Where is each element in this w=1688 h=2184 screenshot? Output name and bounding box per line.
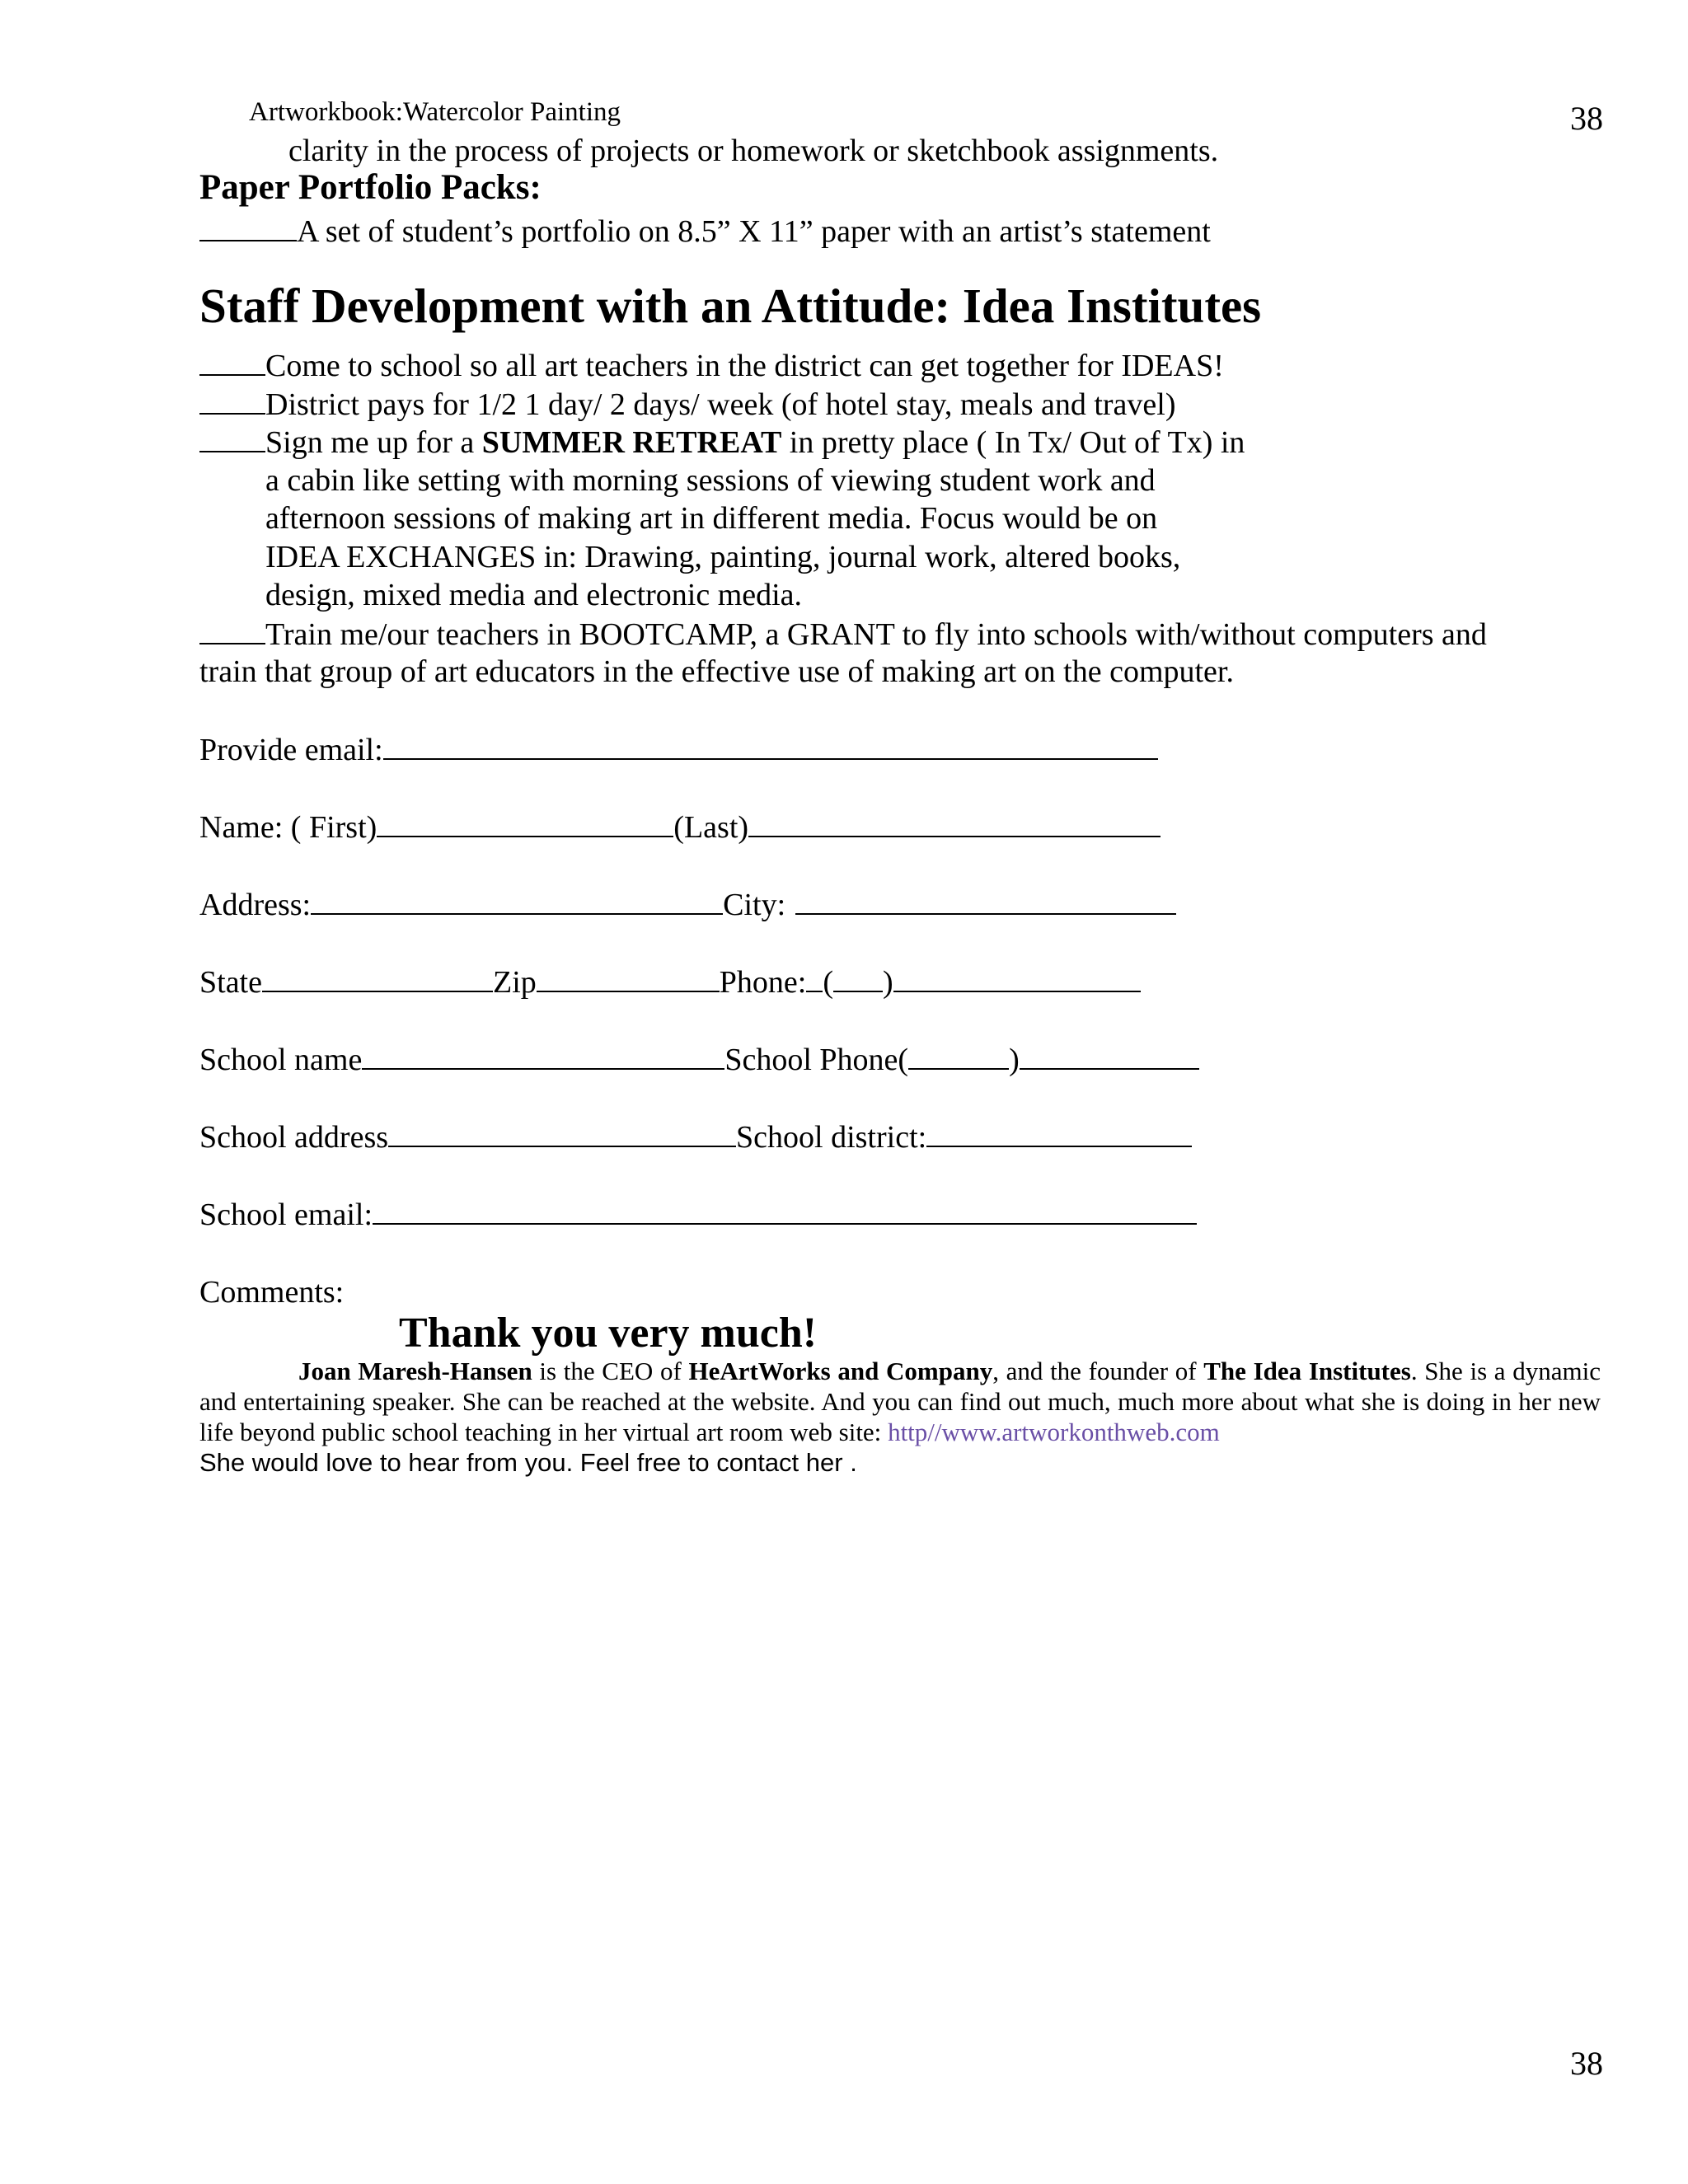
phone-paren-close: ): [882, 965, 893, 1000]
zip-label: Zip: [492, 965, 537, 1000]
checkbox-blank[interactable]: [199, 385, 265, 415]
first-name-field[interactable]: [377, 811, 673, 837]
school-address-field[interactable]: [388, 1121, 736, 1147]
staff-option-continuation: design, mixed media and electronic media.: [265, 578, 803, 612]
author-name: Joan Maresh-Hansen: [298, 1357, 532, 1385]
city-label: City:: [723, 888, 786, 922]
page-number-top: 38: [1570, 100, 1603, 137]
comments-row: [199, 1274, 344, 1310]
portfolio-item-text: A set of student’s portfolio on 8.5” X 11” paper with an artist’s statement: [297, 214, 1211, 249]
first-name-label: Name: ( First): [199, 810, 377, 845]
state-field[interactable]: [262, 966, 493, 992]
staff-development-heading: Staff Development with an Attitude: Idea Institutes: [199, 279, 1262, 333]
staff-option-text: Come to school so all art teachers in the district can get together for IDEAS!: [265, 349, 1224, 383]
portfolio-heading: Paper Portfolio Packs:: [199, 168, 542, 207]
continued-text-line: clarity in the process of projects or homework or sketchbook assignments.: [288, 134, 1219, 168]
staff-option: [199, 615, 1487, 654]
staff-option-text: Sign me up for a: [265, 425, 482, 460]
school-phone-field[interactable]: [1020, 1043, 1199, 1070]
bio-text: . She is a dynamic and entertaining speaker. She can be reached at the website. And you can find out much, much more about what she is doing in her new life beyond public school teaching in her virtual art room web site:: [199, 1357, 1601, 1446]
staff-option-continuation: a cabin like setting with morning sessions of viewing student work and: [265, 462, 1156, 498]
last-name-label: (Last): [673, 810, 749, 845]
contact-closing: She would love to hear from you. Feel free to contact her .: [199, 1448, 857, 1477]
school-name-field[interactable]: [362, 1043, 724, 1070]
checkbox-blank[interactable]: [199, 615, 265, 644]
email-row: [199, 732, 1158, 768]
phone-number-field[interactable]: [893, 966, 1141, 992]
phone-label: Phone:: [719, 965, 807, 1000]
state-label: State: [199, 965, 262, 1000]
address-row: [199, 887, 1176, 923]
summer-retreat-emphasis: SUMMER RETREAT: [481, 425, 782, 460]
school-address-row: [199, 1119, 1192, 1155]
comments-label: Comments:: [199, 1275, 345, 1310]
staff-option-text: in pretty place ( In Tx/ Out of Tx) in: [781, 425, 1245, 460]
checkbox-blank[interactable]: [199, 423, 265, 452]
school-phone-label: School Phone(: [724, 1043, 909, 1077]
school-phone-paren-close: ): [1009, 1043, 1020, 1077]
institutes-name: The Idea Institutes: [1203, 1357, 1411, 1385]
staff-option-continuation: train that group of art educators in the effective use of making art on the computer.: [199, 654, 1234, 689]
staff-option: [199, 385, 1487, 424]
author-bio: [199, 1356, 1601, 1447]
staff-option: [199, 346, 1487, 385]
address-label: Address:: [199, 888, 312, 922]
school-email-field[interactable]: [373, 1198, 1197, 1225]
phone-area-code-field[interactable]: [833, 966, 883, 992]
school-name-row: [199, 1042, 1199, 1078]
running-header-title: Artworkbook:Watercolor Painting: [249, 97, 621, 127]
school-email-label: School email:: [199, 1197, 373, 1232]
bio-text: , and the founder of: [992, 1357, 1204, 1385]
staff-option-text: Train me/our teachers in BOOTCAMP, a GRANT to fly into schools with/without computers and: [265, 616, 1487, 652]
school-email-row: [199, 1197, 1197, 1233]
email-label: Provide email:: [199, 733, 383, 767]
checkbox-blank[interactable]: [199, 212, 297, 241]
thank-you-heading: Thank you very much!: [399, 1310, 818, 1357]
checkbox-blank[interactable]: [199, 346, 265, 376]
school-address-label: School address: [199, 1120, 389, 1155]
staff-options-list: [199, 346, 1487, 691]
school-district-label: School district:: [736, 1120, 927, 1155]
page-number-bottom: 38: [1570, 2045, 1603, 2082]
name-row: [199, 809, 1160, 846]
address-field[interactable]: [311, 888, 723, 915]
school-phone-area-field[interactable]: [908, 1043, 1009, 1070]
portfolio-item: [199, 212, 1211, 251]
school-name-label: School name: [199, 1043, 363, 1077]
email-field[interactable]: [383, 733, 1158, 760]
bio-text: is the CEO of: [532, 1357, 689, 1385]
last-name-field[interactable]: [748, 811, 1160, 837]
zip-field[interactable]: [537, 966, 720, 992]
staff-option: [199, 423, 1487, 462]
staff-option-text: District pays for 1/2 1 day/ 2 days/ week (of hotel stay, meals and travel): [265, 387, 1176, 422]
phone-paren-open: (: [823, 965, 833, 1000]
website-link[interactable]: http//www.artworkonthweb.com: [888, 1418, 1220, 1446]
staff-option-continuation: afternoon sessions of making art in different media. Focus would be on: [265, 501, 1158, 536]
city-field[interactable]: [795, 888, 1176, 915]
school-district-field[interactable]: [926, 1121, 1192, 1147]
state-zip-phone-row: [199, 964, 1141, 1001]
company-name: HeArtWorks and Company: [688, 1357, 993, 1385]
staff-option-continuation: IDEA EXCHANGES in: Drawing, painting, journal work, altered books,: [265, 539, 1181, 574]
